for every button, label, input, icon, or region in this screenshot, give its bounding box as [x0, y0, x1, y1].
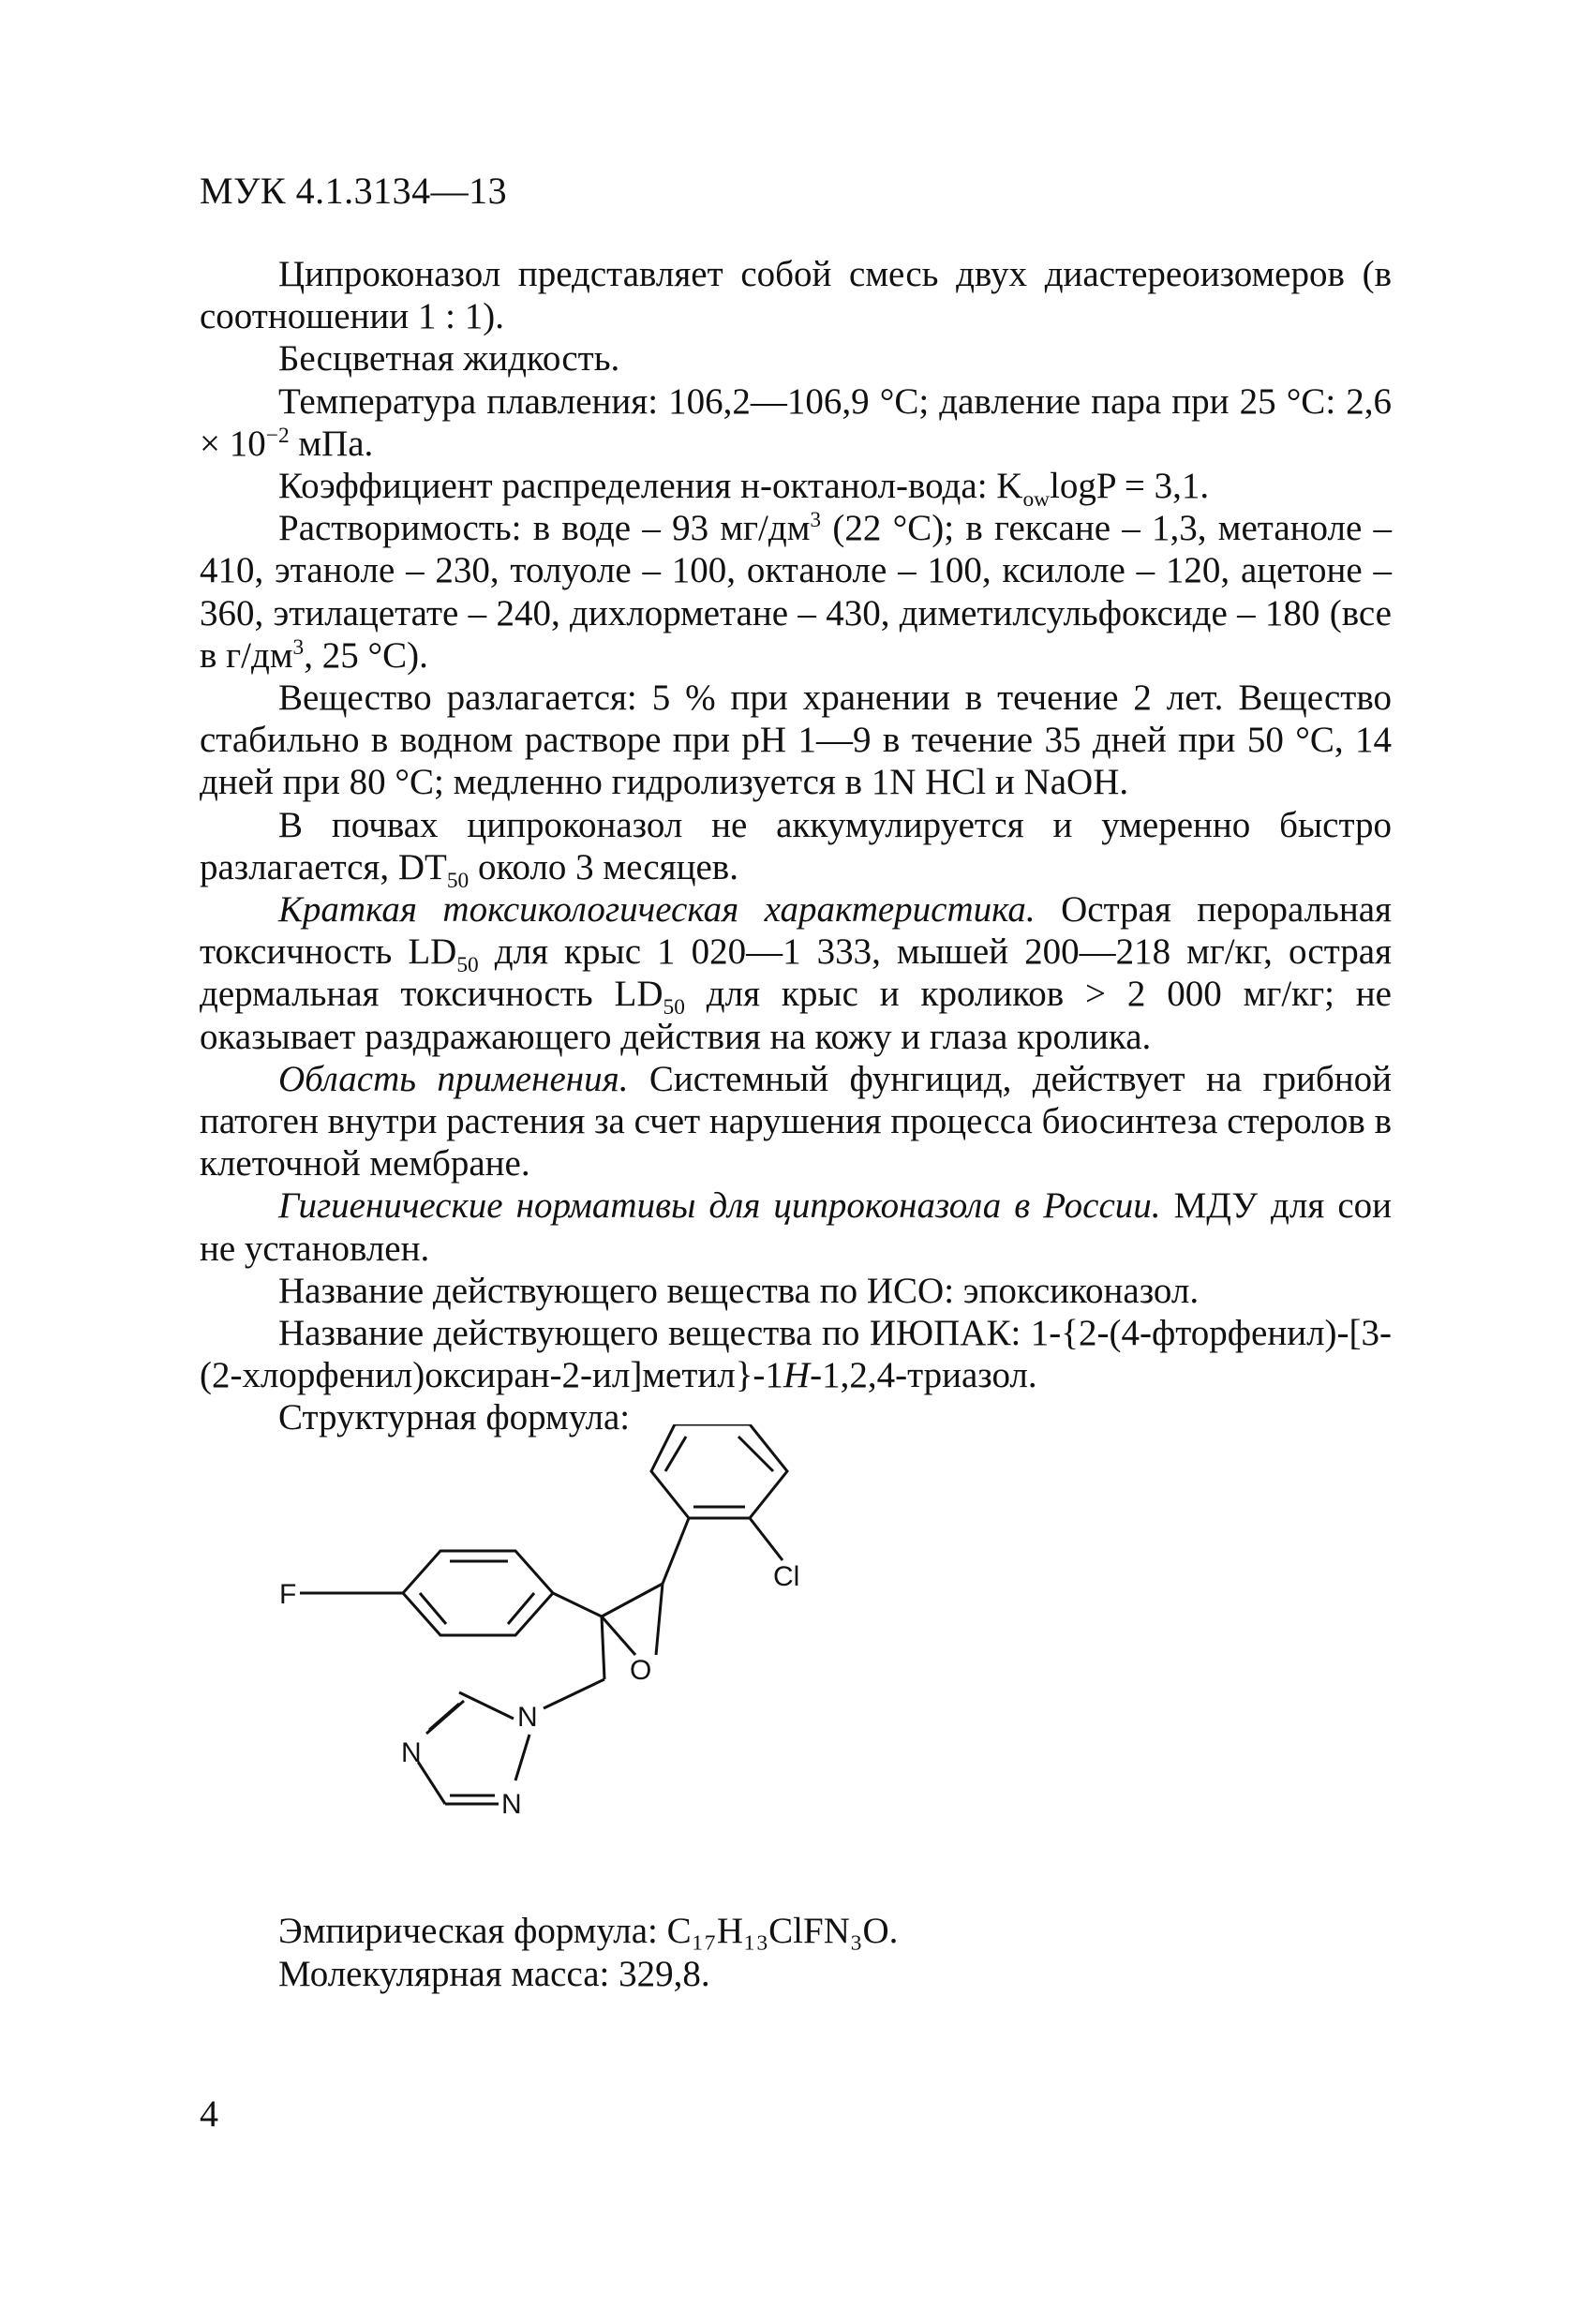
page-number: 4: [200, 2093, 218, 2135]
document-body: [200, 253, 1392, 1439]
paragraph-application: Область применения. Системный фунгицид, действует на грибной патоген внутри растения за счет нарушения процесса биосинтеза стеролов в клеточной мембране.: [200, 1058, 1392, 1184]
paragraph-iupac-name: Название действующего вещества по ИЮПАК: 1-{2-(4-фторфенил)-[3-(2-хлорфенил)оксиран-2-ил]метил}-1H-1,2,4-триазол.: [200, 1313, 1392, 1396]
paragraph-appearance: Бесцветная жидкость.: [278, 338, 620, 380]
paragraph-toxicology: Краткая токсикологическая характеристика. Острая пероральная токсичность $LD_{50}$ для крыс 1 020—1 333, мышей 200—218 мг/кг, острая дермальная токсичность $LD_{50}$ для крыс и кроликов > 2 000 мг/кг; не оказывает раздражающего действия на кожу и глаза кролика.: [200, 889, 1393, 1057]
atom-nitrogen-1: N: [517, 1702, 538, 1733]
paragraph-hygiene-norms: Гигиенические нормативы для ципроконазола в России. МДУ для сои не установлен.: [200, 1185, 1392, 1269]
paragraph-iso-name: Название действующего вещества по ИСО: эпоксиконазол.: [278, 1270, 1200, 1311]
molecule-bonds: [300, 1424, 787, 1804]
paragraph-solubility: Растворимость: в воде – 93 $мг/дм^3$ (22 °С); в гексане – 1,3, метаноле – 410, этаноле – 230, толуоле – 100, октаноле – 100, ксилоле – 120, ацетоне – 360, этилацетате – 240, дихлорметане – 430, диметилсульфоксиде – 180 (все в $г/дм^3$, 25 °С).: [200, 508, 1393, 676]
atom-oxygen: O: [630, 1655, 652, 1686]
paragraph-structure-label: Структурная формула:: [278, 1397, 631, 1438]
molecular-mass: Молекулярная масса: 329,8.: [278, 1954, 710, 1994]
paragraph-stability: Вещество разлагается: 5 % при хранении в течение 2 лет. Вещество стабильно в водном растворе при pH 1—9 в течение 35 дней при 50 °С, 14 дней при 80 °С; медленно гидролизуется в 1N HCl и NaOH.: [200, 678, 1392, 803]
paragraph-partition-coefficient: Коэффициент распределения н-октанол-вода: $K_{ow}\log P = 3,1$.: [278, 466, 1210, 512]
paragraph-soil: В почвах ципроконазол не аккумулируется и умеренно быстро разлагается, $DT_{50}$ около 3 месяцев.: [200, 804, 1392, 893]
molecule-diagram: [262, 1424, 918, 1902]
paragraph-composition: Ципроконазол представляет собой смесь двух диастереоизомеров (в соотношении 1 : 1).: [200, 254, 1392, 337]
document-code-header: МУК 4.1.3134—13: [200, 170, 508, 212]
paragraph-melting-point: Температура плавления: 106,2—106,9 °С; давление пара при 25 °С: $2,6 \times 10^{-2}$ мПа.: [200, 380, 1392, 464]
empirical-formula: Эмпирическая формула: C₁₇H₁₃ClFN₃O.: [278, 1911, 899, 1951]
structural-formula: [262, 1424, 918, 1902]
atom-fluorine: F: [279, 1579, 297, 1610]
atom-nitrogen-2: N: [501, 1789, 522, 1820]
atom-nitrogen-4: N: [401, 1737, 422, 1768]
formula-block: [278, 1910, 898, 1996]
atom-chlorine: Cl: [773, 1561, 800, 1592]
